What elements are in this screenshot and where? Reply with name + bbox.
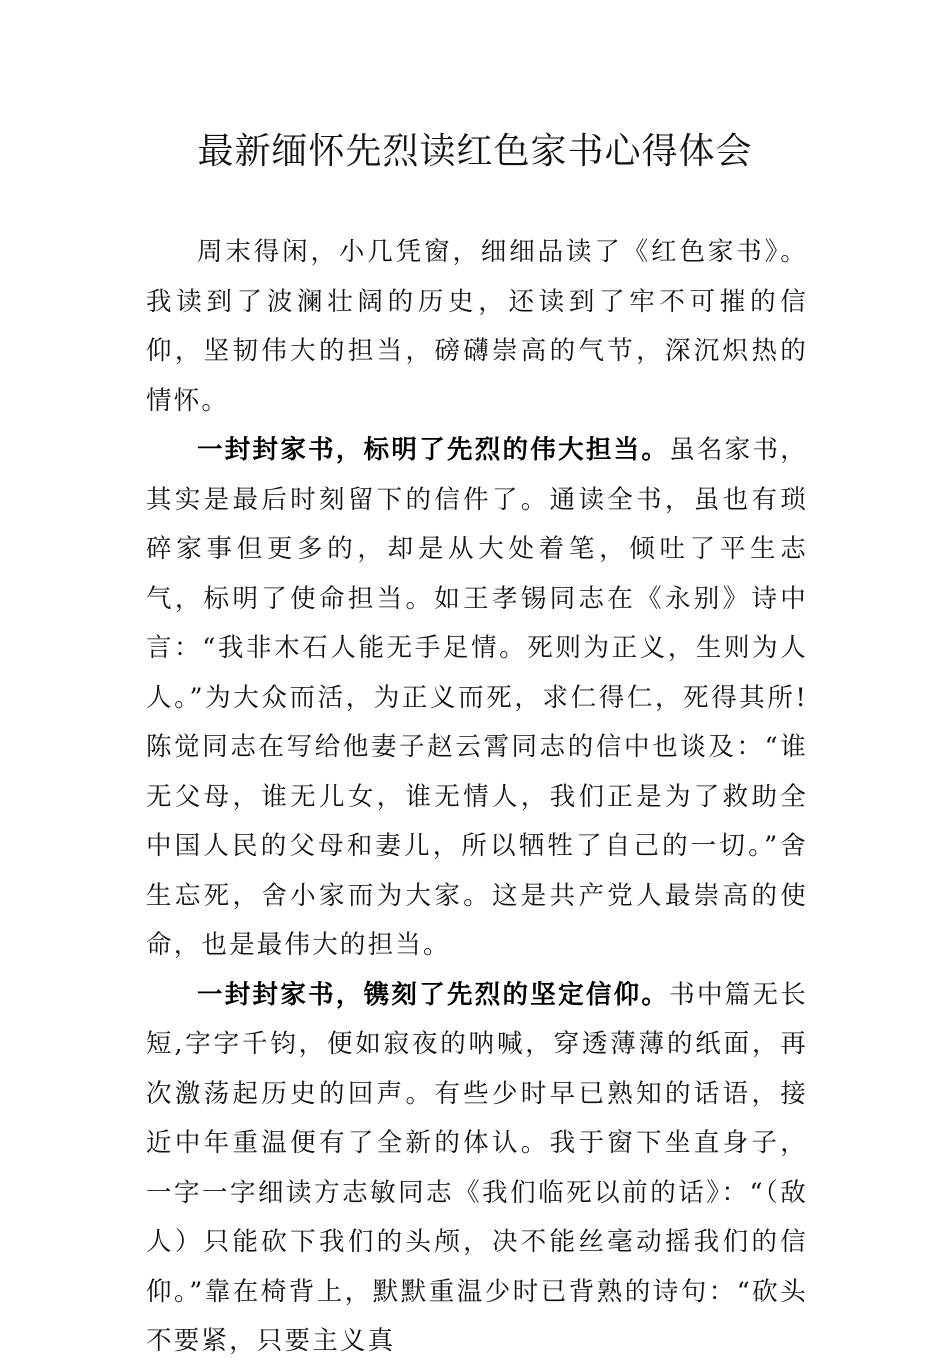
paragraph-intro: [146, 228, 808, 426]
paragraph-lead: 一封封家书，标明了先烈的伟大担当。: [197, 435, 670, 465]
paragraph-lead: 一封封家书，镌刻了先烈的坚定信仰。: [197, 979, 670, 1010]
paragraph-responsibility: [146, 426, 808, 971]
paragraph-text: 周末得闲，小几凭窗，细细品读了《红色家书》。我读到了波澜壮阔的历史，还读到了牢不可摧的信仰，坚韧伟大的担当，磅礴崇高的气节，深沉炽热的情怀。: [146, 237, 808, 416]
document-body: [146, 228, 808, 1367]
paragraph-text: 书中篇无长短,字字千钧，便如寂夜的呐喊，穿透薄薄的纸面，再次激荡起历史的回声。有些少时早已熟知的话语，接近中年重温便有了全新的体认。我于窗下坐直身子，一字一字细读方志敏同志《我们临死以前的话》：“（敌人）只能砍下我们的头颅，决不能丝毫动摇我们的信仰。”靠在椅背上，默默重温少时已背熟的诗句：“砍头不要紧，只要主义真: [146, 979, 808, 1356]
paragraph-text: 虽名家书，其实是最后时刻留下的信件了。通读全书，虽也有琐碎家事但更多的，却是从大处着笔，倾吐了平生志气，标明了使命担当。如王孝锡同志在《永别》诗中言：“我非木石人能无手足情。死则为正义，生则为人人。”为大众而活，为正义而死，求仁得仁，死得其所!陈觉同志在写给他妻子赵云霄同志的信中也谈及：“谁无父母，谁无儿女，谁无情人，我们正是为了救助全中国人民的父母和妻儿，所以牺牲了自己的一切。”舍生忘死，舍小家而为大家。这是共产党人最崇高的使命，也是最伟大的担当。: [146, 435, 808, 960]
document-title: 最新缅怀先烈读红色家书心得体会: [197, 131, 753, 172]
paragraph-faith: [146, 971, 808, 1367]
